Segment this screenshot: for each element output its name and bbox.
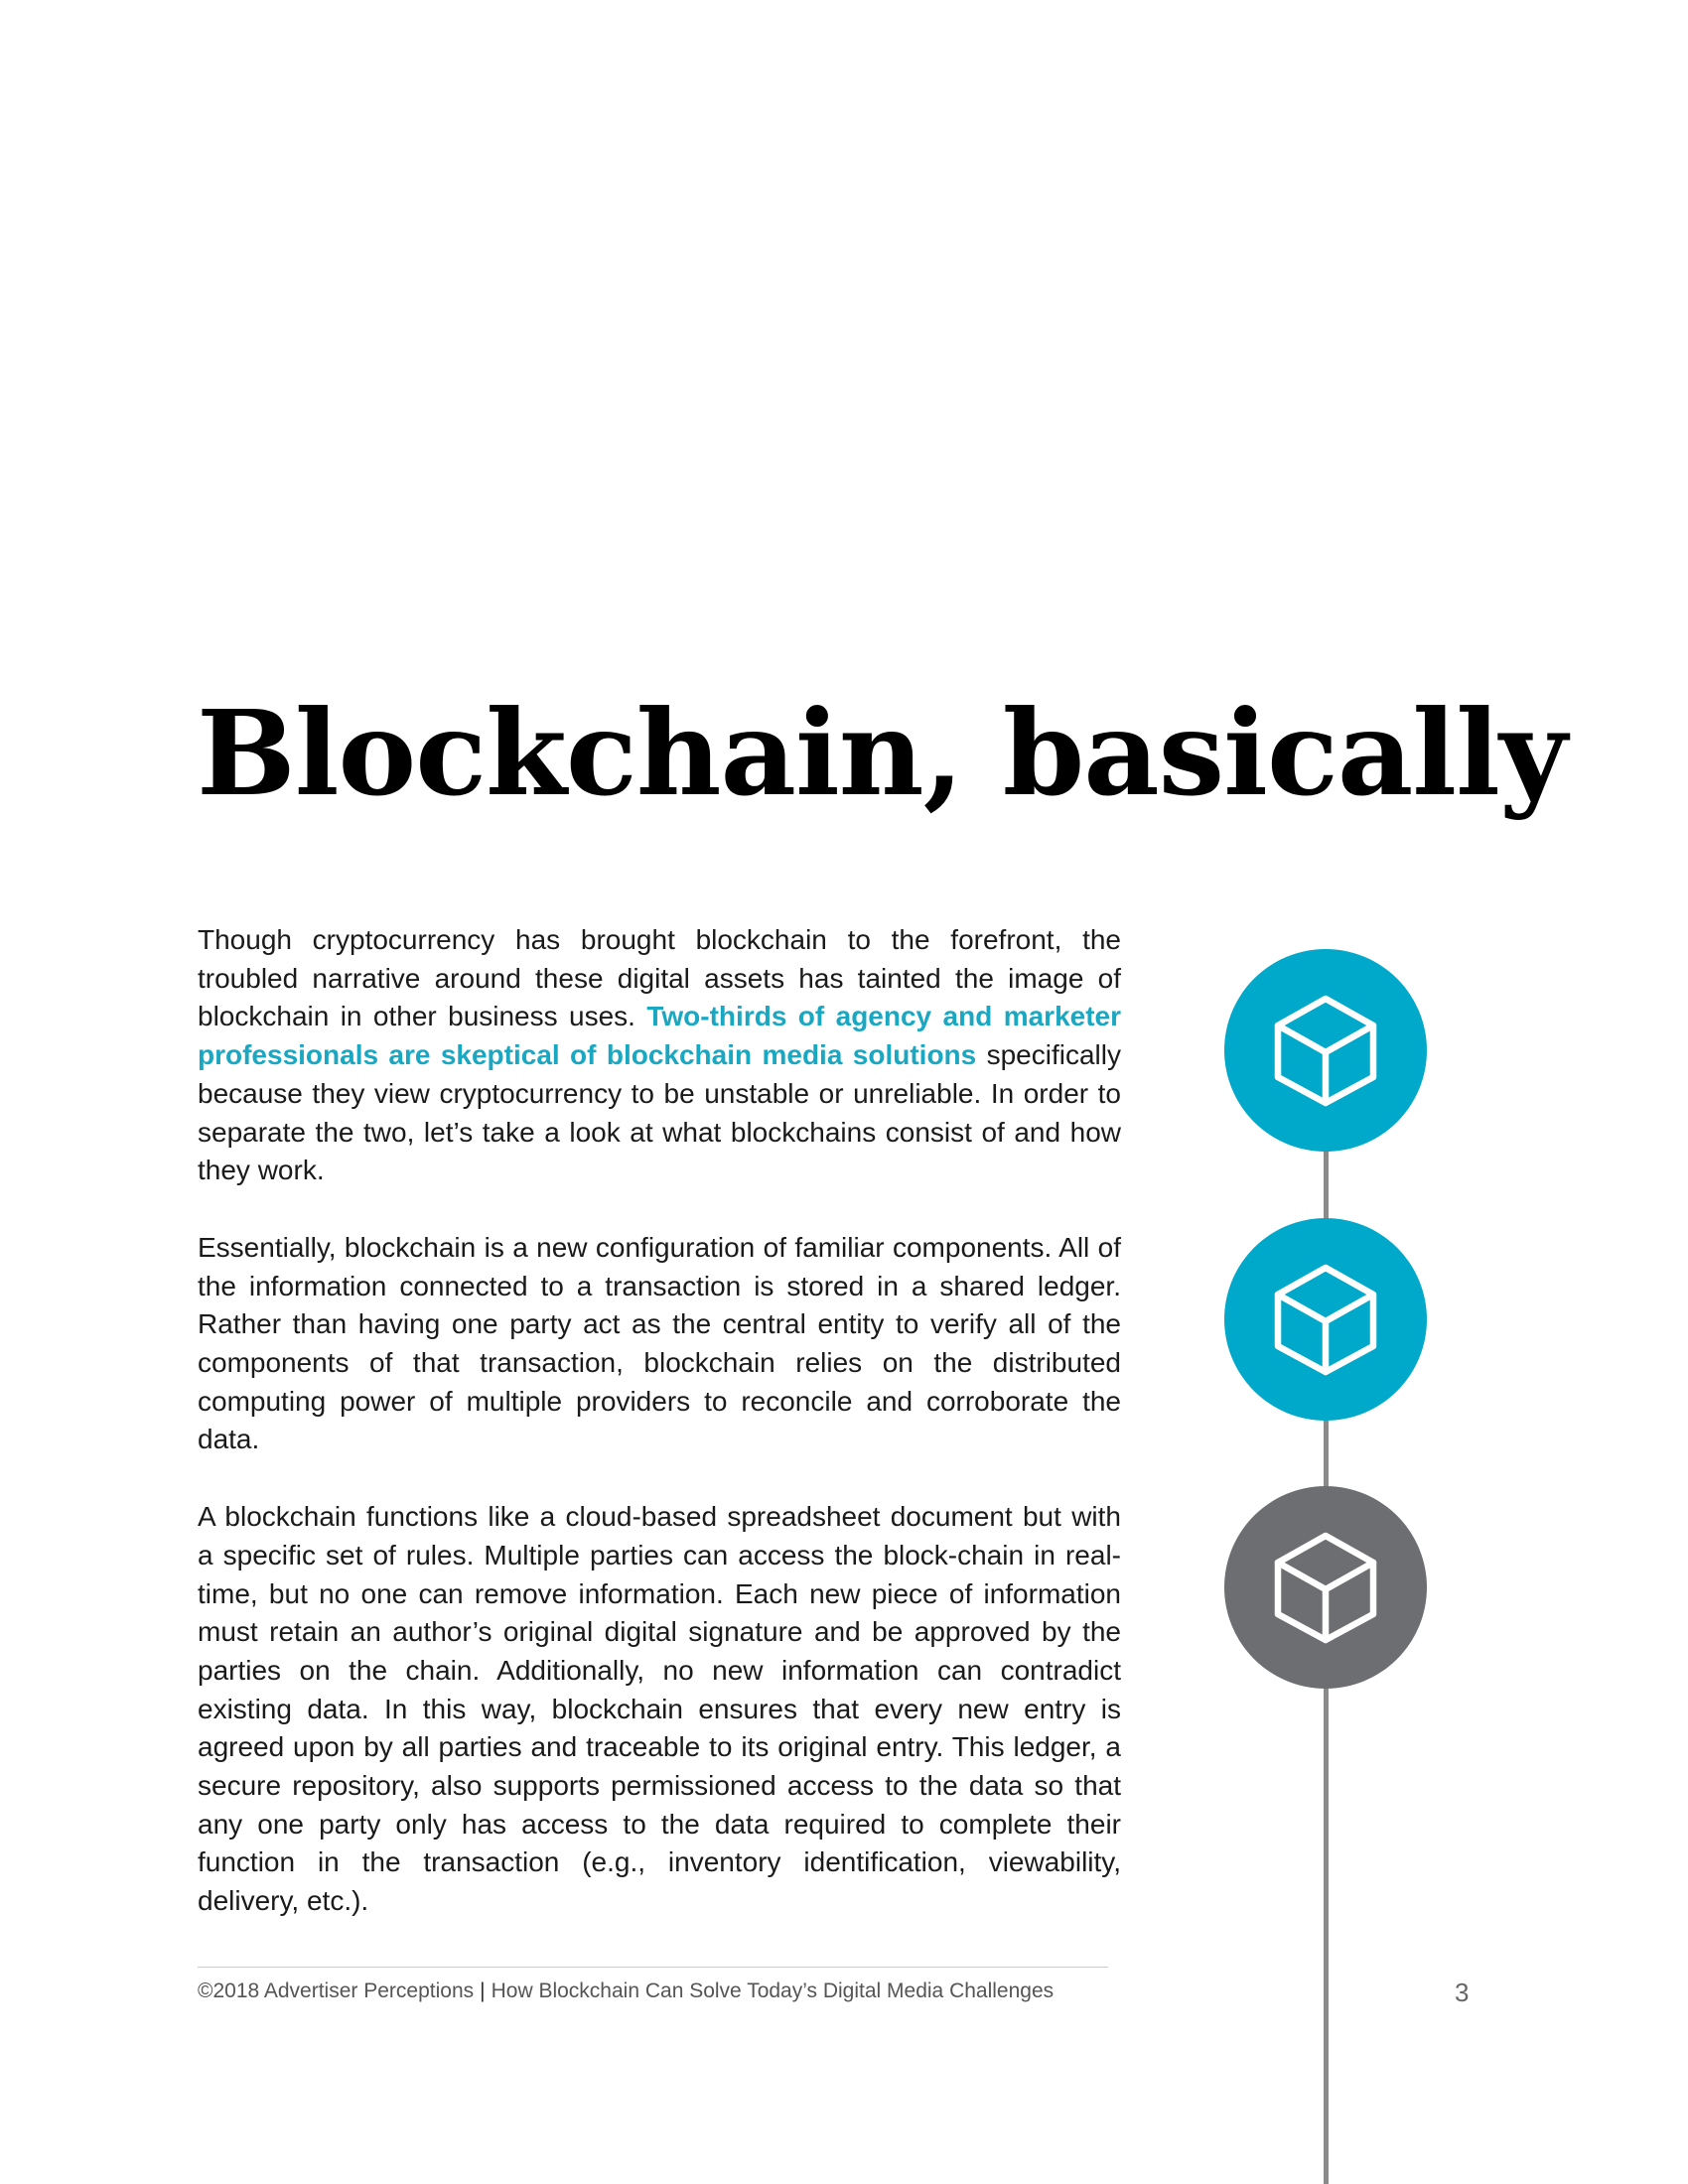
timeline-node-1 [1224,949,1427,1152]
article-body [198,921,1121,1960]
cube-icon [1271,1529,1380,1646]
paragraph-intro-continuation: specifically because they view cryptocurrency to be unstable or unreliable. In order to separate the two, let’s take a look at what blockchains consist of and how they work. [198,1039,1121,1186]
paragraph-functions: A blockchain functions like a cloud-based spreadsheet document but with a specific set of rules. Multiple parties can access the block-chain in real-time, but no one can remove information. Each new piece of information must retain an author’s original digital signature and be approved by the parties on the chain. Additionally, no new information can contradict existing data. In this way, blockchain ensures that every new entry is agreed upon by all parties and traceable to its original entry. This ledger, a secure repository, also supports permissioned access to the data so that any one party only has access to the data required to complete their function in the transaction (e.g., inventory identification, viewability, delivery, etc.). [198,1501,1121,1917]
footer-divider [198,1967,1108,1968]
footer-report-title: How Blockchain Can Solve Today’s Digital Media Challenges [491,1979,1055,2002]
paragraph-intro [198,921,1121,1190]
timeline-node-3 [1224,1486,1427,1689]
highlight-statistic: Two-thirds of agency and marketer professionals are skeptical of blockchain media solutions [198,1001,1122,1071]
footer-separator: | [480,1979,486,2002]
paragraph-intro-text: Though cryptocurrency has brought blockchain to the forefront, the troubled narrative around these digital assets has tainted the image of blockchain in other business uses. [198,924,1121,1032]
page-number: 3 [1455,1978,1470,2007]
footer-copyright: ©2018 Advertiser Perceptions [198,1979,475,2002]
cube-icon [1271,992,1380,1109]
cube-icon [1271,1261,1380,1378]
paragraph-essentials: Essentially, blockchain is a new configuration of familiar components. All of the information connected to a transaction is stored in a shared ledger. Rather than having one party act as the central entity to verify all of the components of that transaction, blockchain relies on the distributed computing power of multiple providers to reconcile and corroborate the data. [198,1231,1121,1455]
footer [198,1979,1054,2003]
page-title: Blockchain, basically [197,684,1567,822]
timeline-node-2 [1224,1218,1427,1421]
